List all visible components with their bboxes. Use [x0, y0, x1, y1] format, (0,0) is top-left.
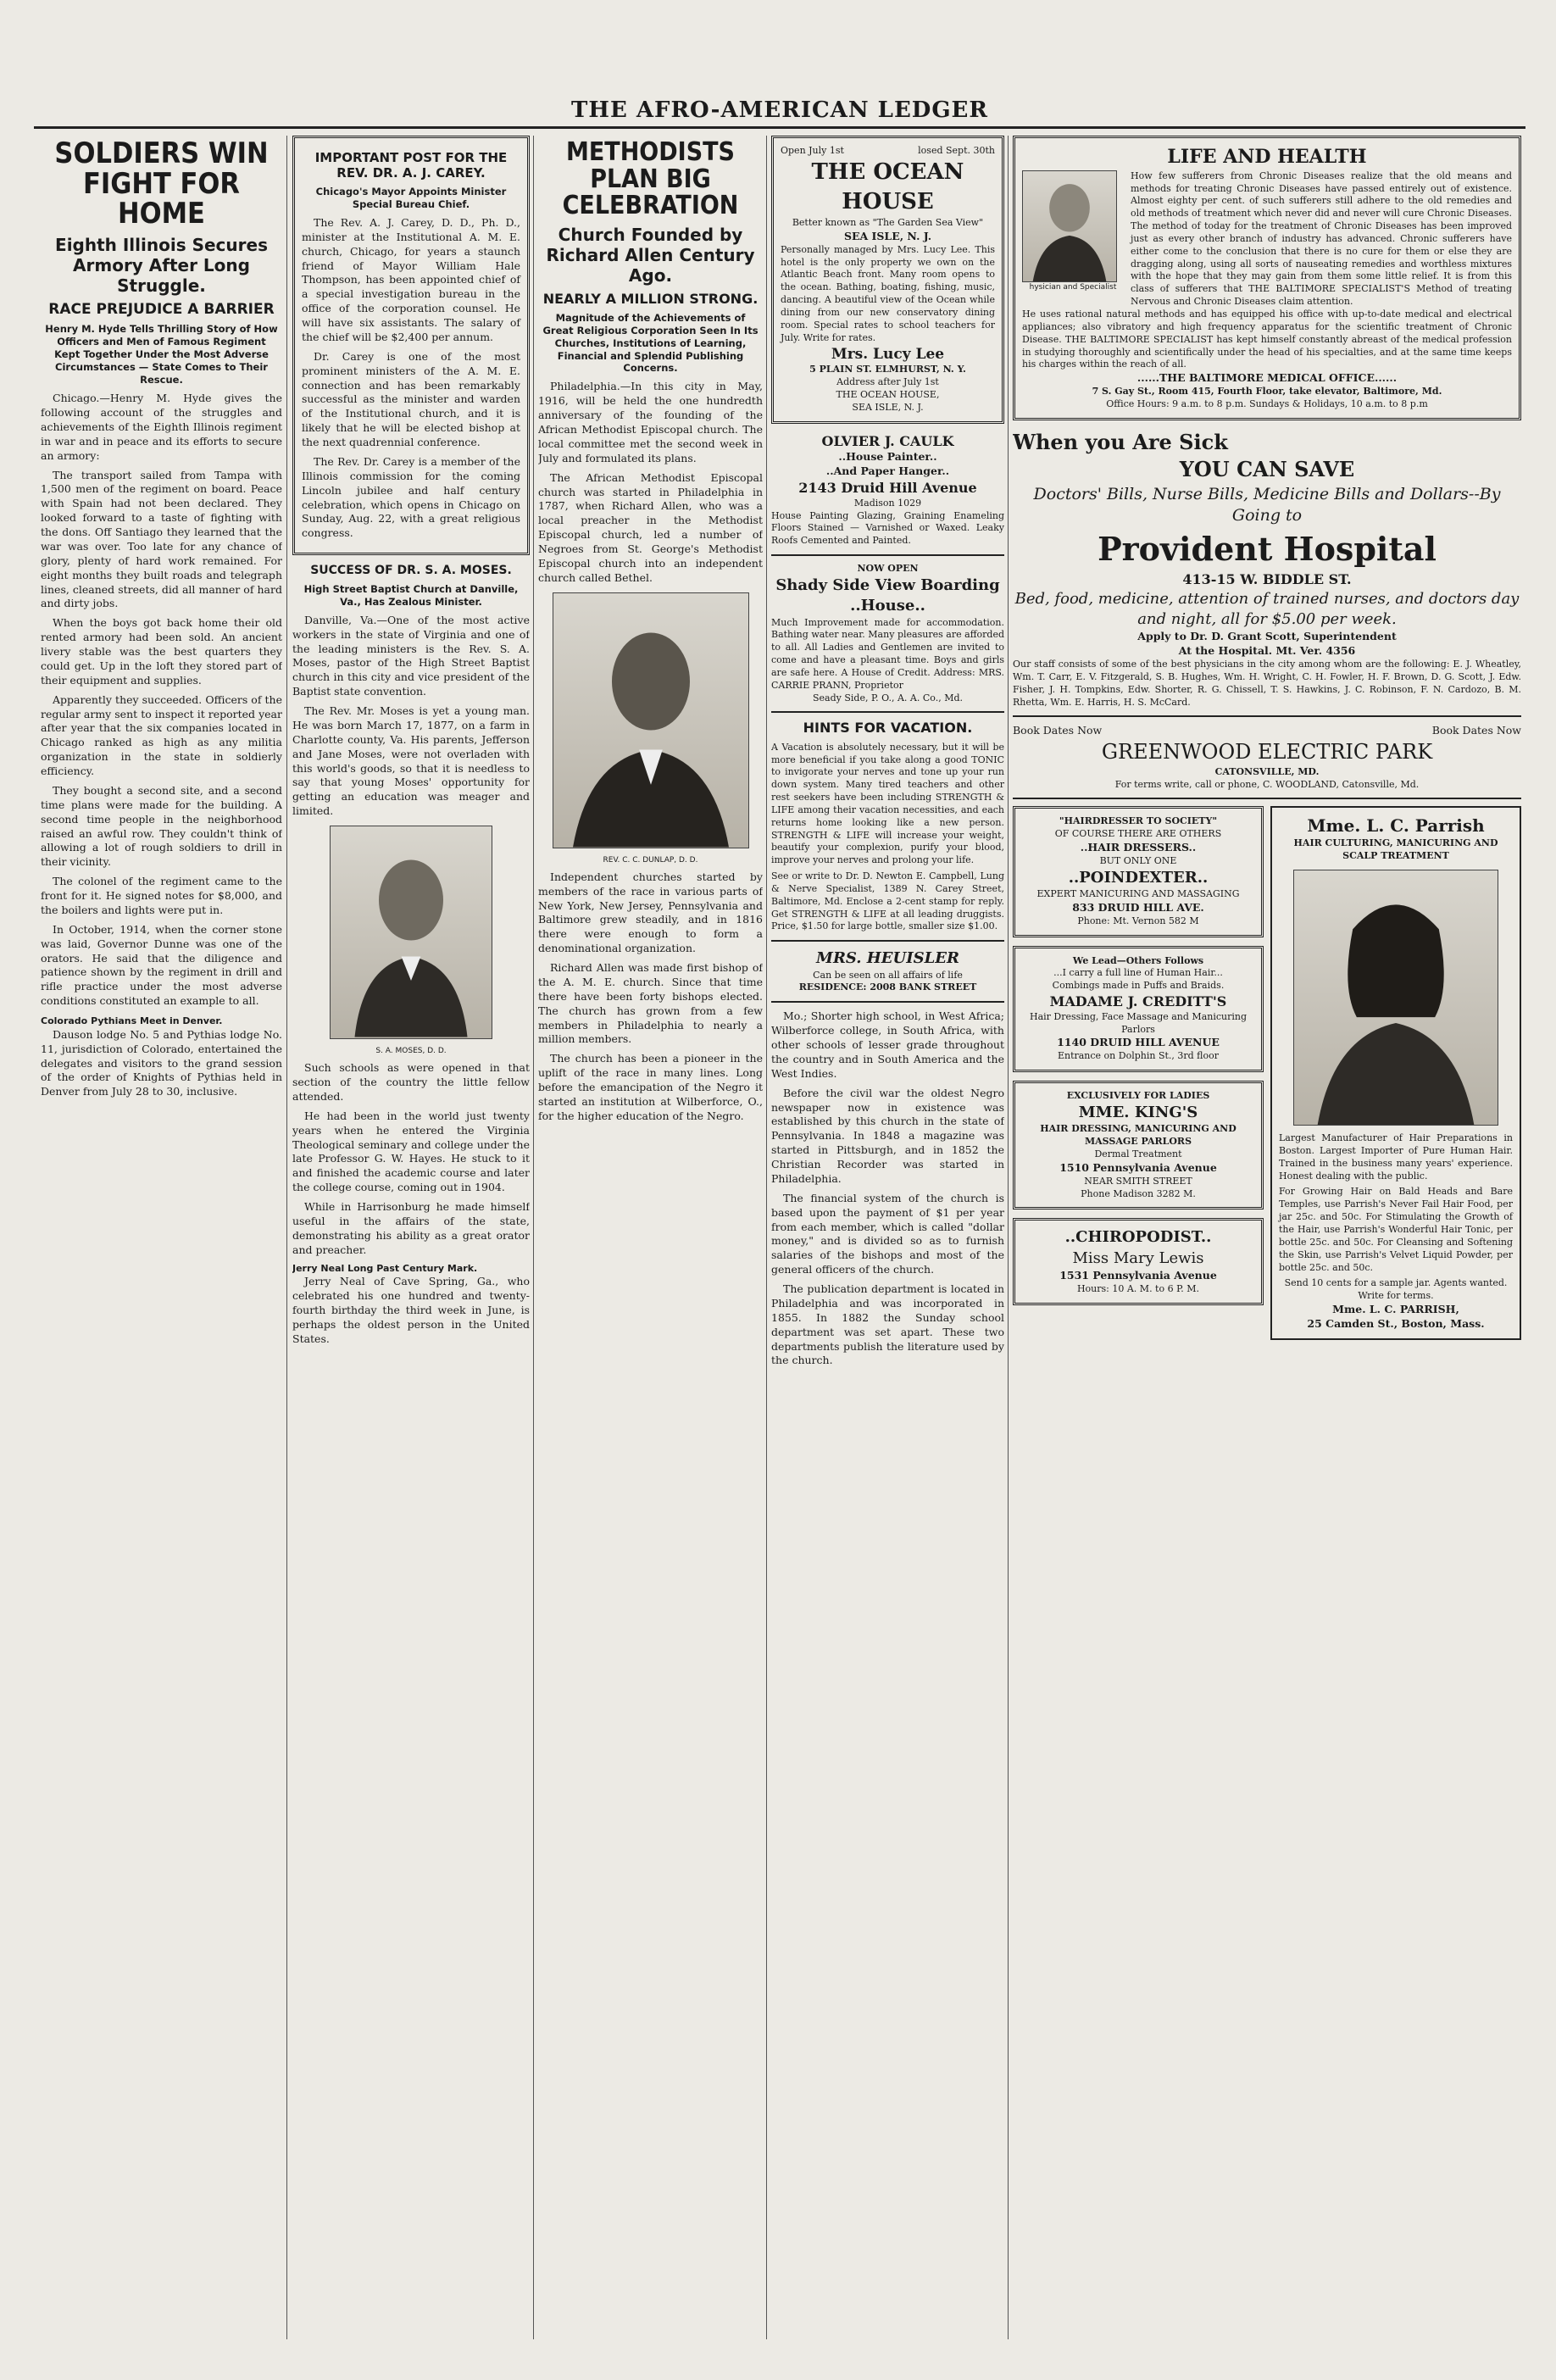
park-title: GREENWOOD ELECTRIC PARK [1101, 740, 1433, 765]
paragraph: Mo.; Shorter high school, in West Africa; Wilberforce college, in South Africa, with other schools of lesser grade throughout the country and in South America and the West Indies. [771, 1009, 1004, 1080]
life-health-ad [1013, 136, 1521, 420]
paragraph: The African Methodist Episcopal church was started in Philadelphia in 1787, when Richard Allen, who was a local preacher in the Methodist Episcopal church, led a number of Negroes from St. George's Methodist Episcopal church into an independent church called Bethel. [538, 470, 763, 584]
column-carey [292, 136, 530, 2339]
deck-soldiers: Henry M. Hyde Tells Thrilling Story of How Officers and Men of Famous Regiment Kept Together Under the Most Adverse Circumstances — State Comes to Their Rescue. [45, 323, 278, 386]
life-title: LIFE AND HEALTH [1167, 146, 1367, 168]
cred-top: We Lead—Others Follows [1072, 954, 1204, 966]
cred-name: MADAME J. CREDITT'S [1049, 993, 1227, 1010]
paragraph: The Rev. Mr. Moses is yet a young man. He was born March 17, 1877, on a farm in Charlotte county, Va. His parents, Jefferson and Jane Moses, were not overladen with this world's goods, so that it is needless to say that young Moses' opportunity for getting an education was meager and limited. [292, 704, 530, 818]
column-ads-4 [771, 136, 1004, 2339]
ocean-after2: THE OCEAN HOUSE, [836, 389, 940, 401]
ocean-text: Personally managed by Mrs. Lucy Lee. This hotel is the only property we own on the Atlantic Beach front. Many room opens to the ocean. Bathing, boating, fishing, music, dancing. A beautiful view of the Ocean while dining from our new conservatory dining room. Special rates to school teachers for July. Write for rates. [781, 243, 995, 343]
column-soldiers [41, 136, 282, 2339]
heuisler-ad [771, 948, 1004, 994]
parrish-ad [1270, 806, 1521, 1339]
cred-l1: ...I carry a full line of Human Hair... [1053, 967, 1223, 979]
hospital-name: Provident Hospital [1098, 529, 1437, 568]
subhead-allen: Church Founded by Richard Allen Century Ago. [546, 224, 755, 286]
caulk-addr: 2143 Druid Hill Avenue [798, 480, 977, 497]
cred-l4: Entrance on Dolphin St., 3rd floor [1057, 1050, 1220, 1062]
ocean-name: Mrs. Lucy Lee [831, 345, 945, 363]
provident-hospital-ad [1013, 429, 1521, 709]
hints-ad [771, 720, 1004, 933]
caulk-name: OLVIER J. CAULK [821, 432, 954, 449]
ocean-after3: SEA ISLE, N. J. [852, 401, 924, 413]
cred-l2: Combings made in Puffs and Braids. [1052, 980, 1225, 992]
paragraph: The Rev. A. J. Carey, D. D., Ph. D., minister at the Institutional A. M. E. church, Chicago, for years a staunch friend of Mayor William Hale Thompson, has been appointed chief of a special investigation bureau in the office of the corporation counsel. He will have six assistants. The salary of the chief will be $2,400 per annum. [302, 215, 520, 343]
heuisler-l1: Can be seen on all affairs of life [813, 969, 963, 981]
ocean-open: Open July 1st [781, 145, 844, 156]
paragraph: Such schools as were opened in that section of the country the little fellow attended. [292, 1061, 530, 1103]
moses-headline: SUCCESS OF DR. S. A. MOSES. [310, 564, 512, 578]
king-l2: Dermal Treatment [1094, 1148, 1182, 1159]
parrish-addr: 25 Camden St., Boston, Mass. [1307, 1316, 1485, 1330]
chiropodist-ad [1013, 1218, 1264, 1304]
chiro-name: Miss Mary Lewis [1072, 1248, 1204, 1267]
park-right: Book Dates Now [1431, 724, 1521, 737]
subhead-million: NEARLY A MILLION STRONG. [542, 290, 759, 307]
poin-l4: EXPERT MANICURING AND MASSAGING [1036, 888, 1240, 900]
dunlap-caption: REV. C. C. DUNLAP, D. D. [603, 855, 698, 865]
ocean-title: THE OCEAN HOUSE [811, 158, 964, 214]
portrait-icon [553, 593, 748, 848]
poindexter-ad [1013, 806, 1264, 937]
carey-headline: IMPORTANT POST FOR THE REV. DR. A. J. CAREY. [314, 150, 508, 181]
paragraph: When the boys got back home their old rented armory had been sold. An ancient livery stable was the best quarters they could get. Up in the loft they stored part of their equipment and supplies. [41, 616, 282, 687]
king-l1: HAIR DRESSING, MANICURING AND MASSAGE PARLORS [1040, 1123, 1236, 1148]
king-l3: NEAR SMITH STREET [1084, 1175, 1192, 1187]
king-top: EXCLUSIVELY FOR LADIES [1066, 1090, 1210, 1102]
ocean-addr: 5 PLAIN ST. ELMHURST, N. Y. [809, 364, 966, 375]
paragraph: Philadelphia.—In this city in May, 1916, will be held the one hundredth anniversary of the founding of the African Methodist Episcopal church. The local committee met the second week in July and formulated its plans. [538, 380, 763, 464]
life-text2: He uses rational natural methods and has equipped his office with up-to-date medical and electrical appliances; also vibratory and high frequency apparatus for the scientific treatment of Chronic Disease. THE BALTIMORE SPECIALIST has kept himself constantly abreast of the medical profession in studying thoroughly and scientifically under the head of his specialties, and at the same time keeps his charges within the reach of all. [1022, 308, 1512, 370]
headline-soldiers: SOLDIERS WIN FIGHT FOR HOME [54, 136, 269, 231]
poin-top: "HAIRDRESSER TO SOCIETY" [1059, 815, 1218, 827]
king-phone: Phone Madison 3282 M. [1081, 1187, 1196, 1199]
paragraph: Before the civil war the oldest Negro newspaper now in existence was established by this church in the state of Pennsylvania. In 1848 a magazine was started in Pittsburgh, and in 1852 the Christian Recorder was started in Philadelphia. [771, 1086, 1004, 1185]
ocean-close: losed Sept. 30th [918, 145, 995, 156]
hospital-addr: 413-15 W. BIDDLE ST. [1182, 571, 1352, 588]
poin-phone: Phone: Mt. Vernon 582 M [1077, 915, 1199, 926]
poin-addr: 833 DRUID HILL AVE. [1072, 900, 1204, 914]
caulk-l1: ..House Painter.. [838, 450, 937, 464]
ocean-house-ad [771, 136, 1004, 424]
creditt-ad [1013, 946, 1264, 1073]
sick-l3: Doctors' Bills, Nurse Bills, Medicine Bills and Dollars--By Going to [1033, 484, 1501, 525]
parrish-text3: Send 10 cents for a sample jar. Agents wanted. Write for terms. [1284, 1277, 1508, 1302]
moses-caption: S. A. MOSES, D. D. [375, 1047, 447, 1056]
life-text: How few sufferers from Chronic Diseases realize that the old means and methods for treating Chronic Diseases have passed entirely out of existence. Almost eighty per cent. of such sufferers still adhere to the old remedies and old methods of treatment which never did and never will cure Chronic Diseases. The method of today for the treatment of Chronic Diseases has been improved just as every other branch of industry has advanced. Chronic sufferers have either come to the conclusion that there is no cure for them or else they are dragging along, using all sorts of nauseating remedies and worthless mixtures with the hope that they may gain from them some little relief. It is from this class of sufferers that THE BALTIMORE SPECIALIST'S Method of treating Nervous and Chronic Diseases claim attention. [1131, 170, 1512, 308]
column-methodists [538, 136, 763, 2339]
cred-l3: Hair Dressing, Face Massage and Manicuring Parlors [1029, 1010, 1248, 1035]
hospital-phone: At the Hospital. Mt. Ver. 4356 [1178, 644, 1356, 658]
sick-l1: When you Are Sick [1013, 429, 1228, 454]
caulk-l2: ..And Paper Hanger.. [825, 464, 950, 478]
king-ad [1013, 1081, 1264, 1209]
paragraph: Danville, Va.—One of the most active workers in the state of Virginia and one of the leading ministers is the Rev. S. A. Moses, pastor of the High Street Baptist church in this city and vice president of the Baptist state convention. [292, 613, 530, 698]
masthead: THE AFRO-AMERICAN LEDGER [34, 97, 1525, 129]
paragraph: Independent churches started by members of the race in various parts of New York, New Jersey, Pennsylvania and Baltimore grew steadily, and in 1816 there were enough to form a denominational organization. [538, 870, 763, 955]
sick-l2: YOU CAN SAVE [1179, 457, 1355, 482]
greenwood-park-ad [1013, 724, 1521, 791]
paragraph: The colonel of the regiment came to the front for it. He signed notes for $8,000, and the boilers and lights were put in. [41, 875, 282, 916]
dunlap-portrait [553, 592, 749, 848]
life-hours: Office Hours: 9 a.m. to 8 p.m. Sundays & Holidays, 10 a.m. to 8 p.m [1106, 398, 1428, 409]
caulk-text: House Painting Glazing, Graining Enameling Floors Stained — Varnished or Waxed. Leaky Roofs Cemented and Painted. [771, 509, 1004, 547]
poin-l1: OF COURSE THERE ARE OTHERS [1054, 828, 1222, 840]
chiro-addr: 1531 Pennsylvania Avenue [1059, 1269, 1217, 1282]
shady-title: Shady Side View Boarding ..House.. [775, 576, 1000, 615]
chiro-title: ..CHIROPODIST.. [1064, 1228, 1212, 1247]
subhead-prejudice: RACE PREJUDICE A BARRIER [48, 301, 275, 319]
paragraph: The publication department is located in Philadelphia and was incorporated in 1855. In 1882 the Sunday school department was set apart. These two departments publish the literature used by the church. [771, 1282, 1004, 1367]
moses-deck: High Street Baptist Church at Danville, Va., Has Zealous Minister. [303, 582, 519, 608]
column-ads-5 [1013, 136, 1521, 2339]
paragraph: The Rev. Dr. Carey is a member of the Illinois commission for the coming Lincoln jubilee and half century celebration, which opens in Chicago on Sunday, Aug. 22, with a great religious congress. [302, 454, 520, 540]
caulk-ad [771, 432, 1004, 548]
ocean-after: Address after July 1st [836, 376, 939, 388]
paragraph: Apparently they succeeded. Officers of the regular army sent to inspect it reported year after year that the six companies located in Chicago ranked as high as any militia organization in the state in soldierly efficiency. [41, 692, 282, 778]
poin-l2: ..HAIR DRESSERS.. [1080, 841, 1197, 854]
hospital-text: Bed, food, medicine, attention of trained nurses, and doctors day and night, all for $5.00 per week. [1014, 589, 1520, 628]
subhead-jerry: Jerry Neal Long Past Century Mark. [292, 1262, 478, 1274]
shady-text: Much Improvement made for accommodation. Bathing water near. Many pleasures are afforded to all. All Ladies and Gentlemen are invited to come and have a pleasant time. Boys and girls are safe here. A House of Credit. Address: MRS. CARRIE PRANN, Proprietor [771, 616, 1004, 691]
park-place: CATONSVILLE, MD. [1214, 765, 1320, 777]
portrait-icon [1023, 171, 1116, 281]
paragraph: While in Harrisonburg he made himself useful in the affairs of the state, demonstrating his ability as a great orator and preacher. [292, 1200, 530, 1256]
shady-open: NOW OPEN [857, 563, 919, 575]
paragraph: Richard Allen was made first bishop of the A. M. E. church. Since that time there have been forty bishops elected. The church has grown from a few members in Philadelphia to nearly a million members. [538, 961, 763, 1046]
caulk-phone: Madison 1029 [853, 497, 922, 509]
carey-box [292, 136, 530, 555]
paragraph: The church has been a pioneer in the uplift of the race in many lines. Long before the emancipation of the Negro it started an institution at Wilberforce, O., for the higher education of the Negro. [538, 1052, 763, 1122]
hospital-staff: Our staff consists of some of the best physicians in the city among whom are the following: E. J. Wheatley, Wm. T. Carr, E. V. Fitzgerald, S. B. Hughes, Wm. H. Wright, C. H. Fowler, H. F. Brown, D. G. Scott, J. Edw. Fisher, J. H. Tompkins, Edw. Shorter, R. G. Chissell, T. S. Hawkins, J. C. Robinson, F. N. Cardozo, B. M. Rhetta, Wm. E. Harris, H. S. McCard. [1013, 659, 1521, 708]
paragraph: Dauson lodge No. 5 and Pythias lodge No. 11, jurisdiction of Colorado, entertained the delegates and visitors to the grand session of the order of Knights of Pythias held in Denver from July 28 to 30, inclusive. [41, 1027, 282, 1098]
park-left: Book Dates Now [1013, 724, 1103, 737]
paragraph: They bought a second site, and a second time plans were made for the building. A second time people in the neighborhood raised an awful row. They couldn't think of allowing a lot of rough soldiers to drill in their vicinity. [41, 783, 282, 869]
ocean-sub: Better known as "The Garden Sea View" [792, 217, 984, 229]
king-addr: 1510 Pennsylvania Avenue [1059, 1160, 1217, 1174]
paragraph: The transport sailed from Tampa with 1,500 men of the regiment on board. Peace with Spain had not been declared. They looked forward to a taste of fighting with the dons. Off Santiago they learned that the war was over. Too late for any chance of glory, plenty of hard work remained. For eight months they built roads and telegraph lines, cleaned streets, did all manner of hard and dirty jobs. [41, 468, 282, 610]
king-name: MME. KING'S [1078, 1104, 1198, 1122]
cred-addr: 1140 DRUID HILL AVENUE [1057, 1036, 1220, 1049]
life-addr: 7 S. Gay St., Room 415, Fourth Floor, take elevator, Baltimore, Md. [1092, 386, 1442, 398]
ocean-place: SEA ISLE, N. J. [843, 229, 932, 242]
chiro-hours: Hours: 10 A. M. to 6 P. M. [1076, 1282, 1200, 1294]
poin-l3: BUT ONLY ONE [1099, 854, 1177, 866]
hints-text2: See or write to Dr. D. Newton E. Campbell, Lung & Nerve Specialist, 1389 N. Carey Street, Baltimore, Md. Enclose a 2-cent stamp for reply. Get STRENGTH & LIFE at all leading druggists. Price, $1.50 for large bottle, smaller size $1.00. [771, 870, 1004, 932]
park-info: For terms write, call or phone, C. WOODLAND, Catonsville, Md. [1114, 778, 1420, 790]
parrish-portrait [1293, 870, 1498, 1126]
paragraph: Dr. Carey is one of the most prominent ministers of the A. M. E. connection and has been remarkably successful as the minister and warden of the Institutional church, and it is likely that he will be elected bishop at the next quadrennial conference. [302, 349, 520, 448]
paragraph: Jerry Neal of Cave Spring, Ga., who celebrated his one hundred and twenty-fourth birthday the third week in June, is perhaps the oldest person in the United States. [292, 1275, 530, 1345]
subhead-pythians: Colorado Pythians Meet in Denver. [41, 1015, 223, 1027]
poin-name: ..POINDEXTER.. [1068, 868, 1209, 887]
parrish-text: Largest Manufacturer of Hair Preparations in Boston. Largest Importer of Pure Human Hair. Trained in the business many years' experience. Honest dealing with the public. [1279, 1132, 1513, 1182]
specialist-portrait [1022, 170, 1117, 282]
shady-addr: Seady Side, P. O., A. A. Co., Md. [813, 692, 963, 703]
carey-deck: Chicago's Mayor Appoints Minister Special Bureau Chief. [315, 186, 507, 210]
parrish-title: Mme. L. C. Parrish [1307, 815, 1485, 837]
heuisler-l2: RESIDENCE: 2008 BANK STREET [798, 981, 977, 993]
portrait-icon [1294, 870, 1498, 1125]
heuisler-name: MRS. HEUISLER [816, 949, 959, 968]
hints-title: HINTS FOR VACATION. [803, 720, 973, 737]
moses-portrait [330, 826, 492, 1039]
parrish-sub: HAIR CULTURING, MANICURING AND SCALP TREATMENT [1293, 837, 1498, 862]
parrish-text2: For Growing Hair on Bald Heads and Bare Temples, use Parrish's Never Fail Hair Food, per jar 25c. and 50c. For Stimulating the Growth of the Hair, use Parrish's Wonderful Hair Tonic, per bottle 25c. and 50c. For Cleansing and Softening the Skin, use Parrish's Velvet Liquid Powder, per bottle 25c. and 50c. [1279, 1186, 1513, 1273]
headline-methodists: METHODISTS PLAN BIG CELEBRATION [562, 137, 739, 220]
life-caption: hysician and Specialist [1029, 282, 1117, 292]
hospital-apply: Apply to Dr. D. Grant Scott, Superintendent [1137, 630, 1397, 643]
hints-text: A Vacation is absolutely necessary, but it will be more beneficial if you take along a good TONIC to invigorate your nerves and tone up your run down system. Many tired teachers and other rest seekers have been including STRENGTH & LIFE among their vacation necessities, and each returns home looking like a new person. STRENGTH & LIFE will increase your weight, beautify your complexion, purify your blood, improve your nerves and prolong your life. [771, 741, 1004, 866]
paragraph: The financial system of the church is based upon the payment of $1 per year from each member, which is called "dollar money," and is divided so as to furnish salaries of the bishops and most of the general officers of the church. [771, 1191, 1004, 1276]
paragraph: Chicago.—Henry M. Hyde gives the following account of the struggles and achievements of the Eighth Illinois regiment in war and in peace and its efforts to secure an armory: [41, 392, 282, 462]
life-office: ......THE BALTIMORE MEDICAL OFFICE...... [1136, 371, 1398, 385]
paragraph: He had been in the world just twenty years when he entered the Virginia Theological seminary and college under the late Professor G. W. Hayes. He stuck to it and finished the academic course and later the college course, coming out in 1904. [292, 1109, 530, 1194]
paragraph: In October, 1914, when the corner stone was laid, Governor Dunne was one of the orators. He said that the diligence and patience shown by the regiment in drill and rifle practice under the most adverse conditions constituted an example to all. [41, 922, 282, 1008]
subhead-armory: Eighth Illinois Secures Armory After Long Struggle. [55, 235, 268, 297]
portrait-icon [331, 826, 492, 1038]
deck-methodists: Magnitude of the Achievements of Great Religious Corporation Seen In Its Churches, Institutions of Learning, Financial and Splendid Publishing Concerns. [542, 311, 759, 375]
shady-ad [771, 563, 1004, 704]
parrish-name: Mme. L. C. PARRISH, [1332, 1303, 1459, 1316]
